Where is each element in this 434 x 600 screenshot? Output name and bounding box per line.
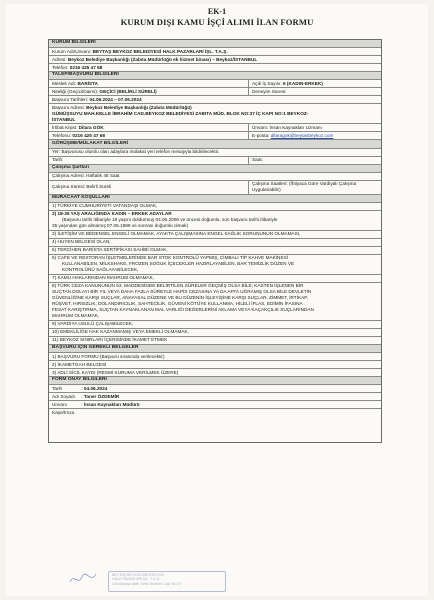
kosul-8-line6: MAHRUM OLMAMAK, xyxy=(52,313,100,319)
kosul-6-line2: KULLANABİLEN, MİLKSHAKE, FROZEN SOĞUK İÇECEKLER HAZIRLAYABİLEN, BAR TEMİZLİK DÜZEN VE xyxy=(62,261,295,267)
form-code: EK-1 xyxy=(207,7,227,16)
onay-kase-label: Kaşe/İmza xyxy=(52,409,75,415)
kosul-4: 4) HUYEN BELGESİ OLAN, xyxy=(49,239,381,247)
kosul-1: 1) TÜRKİYE CUMHURİYETİ VATANDAŞI OLMAK, xyxy=(49,203,381,211)
basvuru-tarih-label: Başvuru Tarihleri: xyxy=(52,96,89,102)
basvuru-adres-row xyxy=(49,104,381,124)
irtibat-row xyxy=(49,124,381,132)
kurum-phone-value: 0216 425 47 68 xyxy=(69,64,103,70)
kosul-11: 11) BEYKOZ SINIRLARI İÇERİSİNDE İKAMET ETMEK xyxy=(49,337,381,345)
kosul-2 xyxy=(49,211,381,231)
acik-is-value: 6 (KADIN-ERKEK) xyxy=(283,80,323,86)
deneyim-label: Deneyim Süresi: xyxy=(252,88,287,94)
email-link[interactable]: dilaragok@beytasbeykoz.com xyxy=(270,132,334,138)
onay-unvan-value: İnsan Kaynakları Müdürü xyxy=(83,401,140,407)
kosul-8-line1: 8) TÜRK CEZA KANUNUNUN 53. MADDESİNDE BELİRTİLEN SÜRELER GEÇMİŞ OLSA BİLE; KASTEN İŞLENEN BİR xyxy=(52,283,304,289)
kosul-2-line3: 35 yaşından gün almamış 07.06.1989 ve sonrası doğumlu olmak) xyxy=(52,223,189,229)
basvuru-adres-line3: İSTANBUL xyxy=(52,116,76,122)
section-gorusme: GÖRÜŞME/MÜLAKAT BİLGİLERİ xyxy=(49,140,381,148)
calisma-sure-row xyxy=(49,181,381,195)
nitelik-value: GEÇİCİ (BELİRLİ SÜRELİ) xyxy=(99,88,157,94)
kosul-8-line5: FESAT KARIŞTIRMA, SUÇTAN KAYNAKLANAN MAL VARLIĞI DEĞERLERİNİ AKLAMA VEYA KAÇAKÇILIK SUÇLARINDAN xyxy=(52,307,314,313)
meslek-label: Meslek Adı: xyxy=(52,80,77,86)
basvuru-adres-line1: Beykoz Belediye Başkanlığı (Zabıta Müdürlüğü) xyxy=(86,104,192,110)
basvuru-tarih-row xyxy=(49,96,381,104)
section-calisma: Çalışma Şartları xyxy=(49,165,381,173)
kosul-7: 7) KAMU HAKLARINDAN MAHRUM OLMAMAK, xyxy=(49,275,381,283)
kosul-8-line4: RÜŞVET, HIRSIZLIK, DOLANDIRICILIK, SAHTECİLİK, GÜVENİ KÖTÜYE KULLANMA, HİLELİ İFLAS, EDİMİN İFASINA xyxy=(52,301,303,307)
kosul-6-line3: KONTROLÜNÜ SAĞLAYABİLECEK, xyxy=(62,267,139,273)
announcement-form xyxy=(48,39,382,443)
section-onay: FORM ONAY BİLGİLERİ xyxy=(49,377,381,385)
onay-ad-row: Adı Soyadı : Taner ÖZDEMİR xyxy=(49,393,381,401)
onay-tarih-value: 04.06.2024 xyxy=(83,385,108,391)
kosul-2-title: 2) 18-35 YAŞ ARALIĞINDA KADIN – ERKEK ADAYLAR xyxy=(52,211,172,217)
belge-2: 2) İKAMETGAH BELGESİ xyxy=(49,361,381,369)
nitelik-label: Niteliği (Geçici/Daimi): xyxy=(52,88,99,94)
telefon-value: 0216 425 47 68 xyxy=(72,132,105,138)
telefon-label: Telefonu: xyxy=(52,132,72,138)
kosul-8-line2: SUÇTAN DOLAYI BİR YIL VEYA DAHA FAZLA SÜREYLE HAPİS CEZASINA YA DA AFFA UĞRAMIŞ OLSA BİLE DEVLETİN xyxy=(52,289,312,295)
acik-is-label: Açık İş Sayısı: xyxy=(252,80,282,86)
kosul-5: 5) TERCİHEN BARİSTA SERTİFİKASI SAHİBİ OLMAK, xyxy=(49,247,381,255)
basvuru-adres-label: Başvuru Adresi: xyxy=(52,104,85,110)
meslek-row xyxy=(49,80,381,88)
kurum-address-label: Adresi: xyxy=(52,56,67,62)
irtibat-unvan-label: Ünvanı: xyxy=(252,124,269,130)
company-stamp xyxy=(108,571,226,592)
kosul-9: 9) VARDİYA USULÜ ÇALIŞABİLECEK, xyxy=(49,321,381,329)
signature-mark xyxy=(68,570,98,588)
kurum-name-row xyxy=(49,48,381,56)
belge-1: 1) BAŞVURU FORMU (Başvuru sırasında verilecektir) xyxy=(49,353,381,361)
kurum-phone-label: Telefon: xyxy=(52,64,69,70)
stamp-line2: HALK PAZARLARI İŞL. T.A.Ş. xyxy=(112,577,161,582)
calisma-saat-line1: Çalışma Saatleri: (İhtiyaca Göre Vardiyalı Çalışma xyxy=(252,181,357,187)
section-muracaat: MÜRACAAT KOŞULLARI xyxy=(49,195,381,203)
irtibat-value: Dilara GÖK xyxy=(78,124,104,130)
kosul-6-line1: 6) CAFE VE RESTORAN İŞLETMELERİNDE BAR STOK KONTROLÜ YAPMIŞ, CİMBALI TİP KAHVE MAKİNESİ xyxy=(52,255,288,261)
kosul-8-line3: GÜVENLİĞİNE KARŞI SUÇLAR, ANAYASAL DÜZENE VE BU DÜZENİN İŞLEYİŞİNE KARŞI SUÇLAR, ZİMMET, İRTİKAP, xyxy=(52,295,309,301)
kurum-name-value: BEYTAŞ BEYKOZ BELEDİYESİ HALK PAZARLARI İŞL. T.A.Ş. xyxy=(92,48,228,54)
kosul-10: 10) EMEKLİLİĞE HAK KAZANMAMIŞ VEYA EMEKLİ OLMAMAK, xyxy=(49,329,381,337)
onay-tarih-row: Tarih : 04.06.2024 xyxy=(49,385,381,393)
email-label: E-posta: xyxy=(252,132,270,138)
calisma-sure: Çalışma Süresi: Belirli Süreli xyxy=(49,181,249,194)
form-title: KURUM DIŞI KAMU İŞÇİ ALIMI İLAN FORMU xyxy=(120,17,314,27)
section-kurum: KURUM BİLGİLERİ xyxy=(49,40,381,48)
kosul-3: 3) İLETİŞİM VE BEDENSEL ENGELİ OLMAMAK, AYAKTA ÇALIŞMASINA ENGEL SAĞLIK SORUNUNUN OLMAMASI, xyxy=(49,231,381,239)
kosul-8 xyxy=(49,283,381,321)
basvuru-tarih-value: 04.06.2024 – 07.06.2024 xyxy=(89,96,142,102)
stamp-line1: BEYTAŞ BEYKOZ BELEDİYESİ xyxy=(112,573,164,578)
kurum-address-value: Beykoz Belediye Başkanlığı (Zabıta Müdürlüğü ek hizmet binası) – Beykoz/İSTANBUL xyxy=(67,56,258,62)
gorusme-tarih-label: Tarih: xyxy=(49,157,249,164)
gorusme-saat-label: Saat: xyxy=(252,157,263,163)
kurum-address-row xyxy=(49,56,381,64)
irtibat-unvan-value: İnsan Kaynakları Uzmanı xyxy=(269,124,322,130)
onay-ad-label: Adı Soyadı xyxy=(52,393,75,399)
onay-tarih-label: Tarih xyxy=(52,385,63,391)
form-header xyxy=(6,7,428,27)
onay-unvan-label: Unvanı xyxy=(52,401,67,407)
section-talep: TALEP/BAŞVURU BİLGİLERİ xyxy=(49,72,381,80)
meslek-value: BARİSTA xyxy=(77,80,99,86)
telefon-row xyxy=(49,132,381,140)
nitelik-row xyxy=(49,88,381,96)
gorusme-yer-row: Yer: Başvurusu olumlu olan adaylara mülakat yeri telefon mesajıyla bildirilecektir. xyxy=(49,149,381,157)
onay-unvan-row: Unvanı : İnsan Kaynakları Müdürü xyxy=(49,401,381,409)
calisma-adres-row: Çalışma Adresi: Haftalık 45 Saat xyxy=(49,173,381,181)
gorusme-tarih-row xyxy=(49,157,381,165)
onay-kase-row xyxy=(49,409,381,442)
calisma-saat-line2: Uygulanabilir) xyxy=(252,187,281,193)
onay-ad-value: Taner ÖZDEMİR xyxy=(83,393,120,399)
section-belgeler: BAŞVURU İÇİN GEREKLİ BELGELER xyxy=(49,345,381,353)
irtibat-label: İrtibat Kişisi: xyxy=(52,124,78,130)
kurum-phone-row xyxy=(49,64,381,72)
basvuru-adres-line2: GÜMÜŞSUYU MAH.KELLE İBRAHİM CAD.BEYKOZ BELEDİYESİ ZABITA MÜD. BLOK NO:37 İÇ KAPI NO:1 BEYKOZ- xyxy=(52,110,309,116)
kosul-2-line2: (Başvuru tarihi itibariyle 18 yaşını doldurmuş 04.06.2006 ve öncesi doğumlu, son başvuru tarihi itibariyle xyxy=(62,217,278,223)
stamp-line3: Gümüşsuyu Mah. Kelle İbrahim Cad. No:37 xyxy=(112,581,182,586)
kurum-name-label: Kurum Adı/Unvanı: xyxy=(52,48,92,54)
kosul-6 xyxy=(49,255,381,275)
belge-3: 3) ADLİ SİCİL KAYDI (RESMİ KURUMA VERİLMEK ÜZERE) xyxy=(49,369,381,377)
